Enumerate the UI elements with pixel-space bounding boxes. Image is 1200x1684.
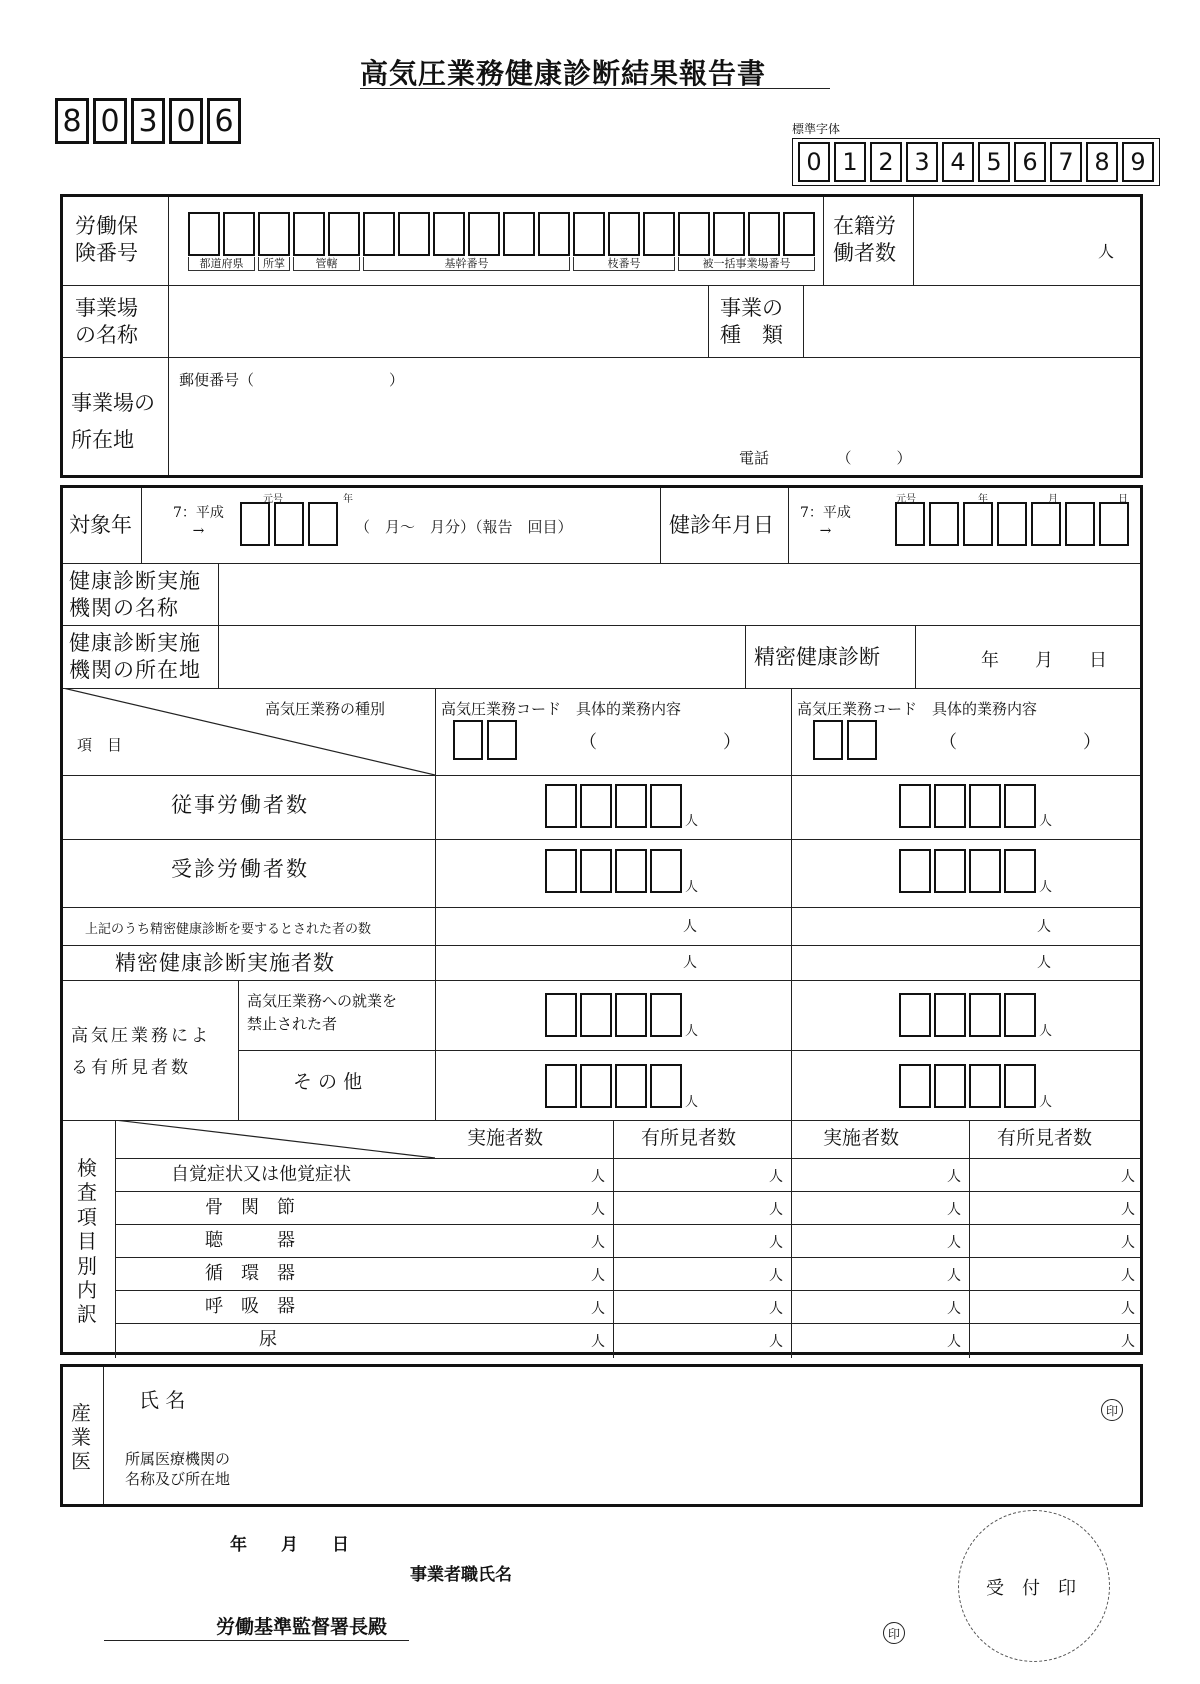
unit: 人 (591, 1301, 605, 1317)
unit: 人 (1121, 1169, 1135, 1185)
employees-input[interactable] (915, 199, 1135, 283)
prohibited-count-box[interactable] (899, 993, 931, 1037)
insurance-number-digit-box[interactable] (258, 212, 290, 256)
examined-count-box[interactable] (899, 849, 931, 893)
work-content-2[interactable]: （ ） (939, 732, 1101, 753)
header-item: 項 目 (77, 736, 123, 754)
unit: 人 (591, 1334, 605, 1350)
col-findings: 有所見者数 (641, 1127, 737, 1149)
engaged-count-box[interactable] (545, 784, 577, 828)
doctor-name-input[interactable] (203, 1381, 1063, 1421)
insurance-number-digit-box[interactable] (643, 212, 675, 256)
inspection-diagonal (115, 1120, 435, 1158)
others-count-box[interactable] (580, 1064, 612, 1108)
standard-digit: 8 (1086, 142, 1118, 182)
standard-digit: 6 (1014, 142, 1046, 182)
institution-name-label: 健康診断実施 機関の名称 (69, 569, 201, 621)
others-label: そ の 他 (293, 1071, 363, 1093)
exam-day-small: 日 (1118, 494, 1128, 505)
employees-label: 在籍労 働者数 (833, 214, 896, 266)
insurance-number-digit-box[interactable] (608, 212, 640, 256)
insurance-number-digit-box[interactable] (363, 212, 395, 256)
unit: 人 (591, 1235, 605, 1251)
form-number-digit: 6 (207, 98, 241, 144)
engaged-count-box[interactable] (615, 784, 647, 828)
code-label-1: 高気圧業務コード 具体的業務内容 (441, 700, 682, 718)
insurance-number-digit-box[interactable] (748, 212, 780, 256)
business-type-input[interactable] (806, 287, 1136, 355)
prohibited-count-box[interactable] (969, 993, 1001, 1037)
engaged-workers-label: 従事労働者数 (171, 793, 309, 817)
examined-count-box[interactable] (934, 849, 966, 893)
exam-date-box[interactable] (895, 502, 925, 546)
inspection-item: 循 環 器 (205, 1263, 295, 1284)
others-count-box[interactable] (615, 1064, 647, 1108)
need-detailed-label: 上記のうち精密健康診断を要するとされた者の数 (85, 922, 372, 937)
standard-font-label: 標準字体 (792, 122, 841, 136)
code-box-1b[interactable] (487, 720, 517, 760)
unit: 人 (591, 1268, 605, 1284)
insurance-number-digit-box[interactable] (538, 212, 570, 256)
prohibited-count-box[interactable] (545, 993, 577, 1037)
inspection-item: 骨 関 節 (205, 1197, 295, 1218)
insurance-number-digit-box[interactable] (573, 212, 605, 256)
receipt-stamp-label: 受 付 印 (986, 1578, 1076, 1599)
prohibited-count-box[interactable] (934, 993, 966, 1037)
unit: 人 (947, 1169, 961, 1185)
prohibited-count-box[interactable] (650, 993, 682, 1037)
insurance-number-digit-box[interactable] (293, 212, 325, 256)
unit: 人 (1121, 1202, 1135, 1218)
form-number (55, 98, 245, 144)
others-count-box[interactable] (545, 1064, 577, 1108)
engaged-count-box[interactable] (650, 784, 682, 828)
others-count-box[interactable] (934, 1064, 966, 1108)
unit: 人 (769, 1301, 783, 1317)
unit: 人 (769, 1169, 783, 1185)
unit: 人 (947, 1301, 961, 1317)
exam-date-box[interactable] (997, 502, 1027, 546)
engaged-count-box[interactable] (899, 784, 931, 828)
era-small-label: 元号 (263, 494, 283, 505)
detailed-exam-date: 年 月 日 (981, 650, 1107, 671)
workplace-name-label: 事業場 の名称 (75, 296, 138, 348)
examined-workers-label: 受診労働者数 (171, 857, 309, 881)
code-box-1a[interactable] (453, 720, 483, 760)
employer-seal-icon: 印 (883, 1622, 905, 1644)
exam-date-box[interactable] (929, 502, 959, 546)
seal-icon: 印 (1101, 1399, 1123, 1421)
exam-era-note: 7：平成 → (800, 505, 851, 539)
code-box-2b[interactable] (847, 720, 877, 760)
employees-unit: 人 (1098, 242, 1115, 261)
prohibited-label: 高気圧業務への就業を 禁止された者 (247, 992, 398, 1033)
exam-date-box[interactable] (1031, 502, 1061, 546)
address-input[interactable] (171, 393, 1131, 441)
col-done: 実施者数 (467, 1127, 544, 1149)
examined-count-box[interactable] (969, 849, 1001, 893)
engaged-count-box[interactable] (1004, 784, 1036, 828)
others-count-box[interactable] (899, 1064, 931, 1108)
unit: 人 (1039, 814, 1053, 829)
standard-digit: 3 (906, 142, 938, 182)
page-title: 高気圧業務健康診断結果報告書 (360, 57, 767, 90)
inspection-item: 聴 器 (205, 1230, 295, 1251)
insurance-sublabel-office: 所掌 (258, 257, 290, 271)
unit: 人 (683, 955, 697, 971)
unit: 人 (769, 1268, 783, 1284)
unit: 人 (685, 1095, 699, 1110)
standard-font-digits (792, 138, 1160, 186)
header-type: 高気圧業務の種別 (265, 700, 386, 718)
insurance-number-digit-box[interactable] (783, 212, 815, 256)
unit: 人 (947, 1268, 961, 1284)
exam-month-small: 月 (1048, 494, 1058, 505)
exam-date-box[interactable] (963, 502, 993, 546)
section-exam-info (60, 485, 1143, 1355)
code-label-2: 高気圧業務コード 具体的業務内容 (797, 700, 1038, 718)
insurance-number-digit-box[interactable] (328, 212, 360, 256)
exam-date-box[interactable] (1065, 502, 1095, 546)
inspection-label: 検 査 項 目 別 内 訳 (77, 1156, 97, 1327)
unit: 人 (1039, 1095, 1053, 1110)
institution-address-label: 健康診断実施 機関の所在地 (69, 631, 201, 683)
detailed-exam-label: 精密健康診断 (754, 645, 880, 669)
target-year-box[interactable] (308, 502, 338, 546)
prohibited-count-box[interactable] (615, 993, 647, 1037)
insurance-number-boxes[interactable] (180, 212, 870, 270)
postal-code-label: 郵便番号（ ） (179, 371, 405, 389)
engaged-count-box[interactable] (969, 784, 1001, 828)
unit: 人 (591, 1169, 605, 1185)
unit: 人 (1121, 1334, 1135, 1350)
others-count-box[interactable] (969, 1064, 1001, 1108)
findings-label: 高気圧業務によ る有所見者数 (71, 1026, 211, 1079)
unit: 人 (591, 1202, 605, 1218)
standard-digit: 0 (798, 142, 830, 182)
unit: 人 (947, 1202, 961, 1218)
target-year-label: 対象年 (69, 513, 132, 537)
doctor-label: 産 業 医 (71, 1401, 91, 1473)
inspection-item: 呼 吸 器 (205, 1296, 295, 1317)
standard-digit: 5 (978, 142, 1010, 182)
detailed-done-label: 精密健康診断実施者数 (115, 951, 335, 975)
month-range: （ 月～ 月分）（報告 回目） (355, 518, 573, 536)
insurance-sublabel-base: 基幹番号 (363, 257, 570, 271)
exam-era-small: 元号 (896, 494, 916, 505)
standard-digit: 9 (1122, 142, 1154, 182)
unit: 人 (1037, 919, 1051, 935)
standard-digit: 4 (942, 142, 974, 182)
examined-count-box[interactable] (1004, 849, 1036, 893)
insurance-number-digit-box[interactable] (433, 212, 465, 256)
unit: 人 (685, 880, 699, 895)
addressee-underline (104, 1640, 409, 1641)
form-number-digit: 0 (169, 98, 203, 144)
others-count-box[interactable] (1004, 1064, 1036, 1108)
address-label: 事業場の 所在地 (71, 391, 155, 452)
inspection-item: 自覚症状又は他覚症状 (171, 1164, 351, 1185)
unit: 人 (769, 1202, 783, 1218)
insurance-number-digit-box[interactable] (398, 212, 430, 256)
insurance-number-label: 労働保 険番号 (75, 214, 138, 266)
insurance-number-digit-box[interactable] (503, 212, 535, 256)
work-content-1[interactable]: （ ） (579, 732, 741, 753)
inspection-item: 尿 (259, 1329, 277, 1350)
business-type-label: 事業の 種 類 (720, 296, 783, 348)
section-employer-info (60, 194, 1143, 478)
unit: 人 (947, 1235, 961, 1251)
insurance-number-digit-box[interactable] (468, 212, 500, 256)
exam-date-label: 健診年月日 (669, 513, 774, 537)
section-industrial-doctor (60, 1364, 1143, 1507)
insurance-number-digit-box[interactable] (713, 212, 745, 256)
phone-label: 電話 （ ） (739, 449, 912, 467)
unit: 人 (685, 1024, 699, 1039)
institution-name-input[interactable] (221, 565, 1136, 623)
form-number-digit: 0 (93, 98, 127, 144)
standard-digit: 1 (834, 142, 866, 182)
unit: 人 (769, 1334, 783, 1350)
title-underline (360, 88, 830, 89)
unit: 人 (947, 1334, 961, 1350)
unit: 人 (683, 919, 697, 935)
unit: 人 (685, 814, 699, 829)
target-era-box[interactable] (240, 502, 270, 546)
examined-count-box[interactable] (650, 849, 682, 893)
standard-digit: 7 (1050, 142, 1082, 182)
examined-count-box[interactable] (615, 849, 647, 893)
unit: 人 (1039, 880, 1053, 895)
examined-count-box[interactable] (580, 849, 612, 893)
code-box-2a[interactable] (813, 720, 843, 760)
insurance-sublabel-jurisdiction: 管轄 (293, 257, 360, 271)
col-done: 実施者数 (823, 1127, 900, 1149)
unit: 人 (1121, 1301, 1135, 1317)
affiliation-input[interactable] (263, 1445, 1133, 1497)
employer-label: 事業者職氏名 (410, 1565, 512, 1585)
unit: 人 (1039, 1024, 1053, 1039)
year-small-label: 年 (343, 494, 353, 505)
report-date[interactable]: 年 月 日 (230, 1535, 349, 1555)
insurance-sublabel-prefecture: 都道府県 (188, 257, 255, 271)
insurance-number-digit-box[interactable] (188, 212, 220, 256)
unit: 人 (1121, 1235, 1135, 1251)
form-number-digit: 8 (55, 98, 89, 144)
unit: 人 (1121, 1268, 1135, 1284)
standard-digit: 2 (870, 142, 902, 182)
doctor-name-label: 氏 名 (139, 1388, 186, 1412)
insurance-sublabel-branch: 枝番号 (573, 257, 675, 271)
unit: 人 (769, 1235, 783, 1251)
examined-count-box[interactable] (545, 849, 577, 893)
target-year-box[interactable] (274, 502, 304, 546)
exam-date-box[interactable] (1099, 502, 1129, 546)
engaged-count-box[interactable] (580, 784, 612, 828)
institution-address-input[interactable] (221, 627, 741, 685)
others-count-box[interactable] (650, 1064, 682, 1108)
unit: 人 (1037, 955, 1051, 971)
addressee-label: 労働基準監督署長殿 (216, 1616, 388, 1638)
prohibited-count-box[interactable] (1004, 993, 1036, 1037)
prohibited-count-box[interactable] (580, 993, 612, 1037)
era-note: 7：平成 → (173, 505, 224, 539)
affiliation-label: 所属医療機関の 名称及び所在地 (125, 1450, 231, 1489)
insurance-number-digit-box[interactable] (678, 212, 710, 256)
form-number-digit: 3 (131, 98, 165, 144)
workplace-name-input[interactable] (171, 287, 706, 355)
col-findings: 有所見者数 (997, 1127, 1093, 1149)
exam-year-small: 年 (978, 494, 988, 505)
insurance-number-digit-box[interactable] (223, 212, 255, 256)
engaged-count-box[interactable] (934, 784, 966, 828)
insurance-sublabel-sub: 被一括事業場番号 (678, 257, 815, 271)
